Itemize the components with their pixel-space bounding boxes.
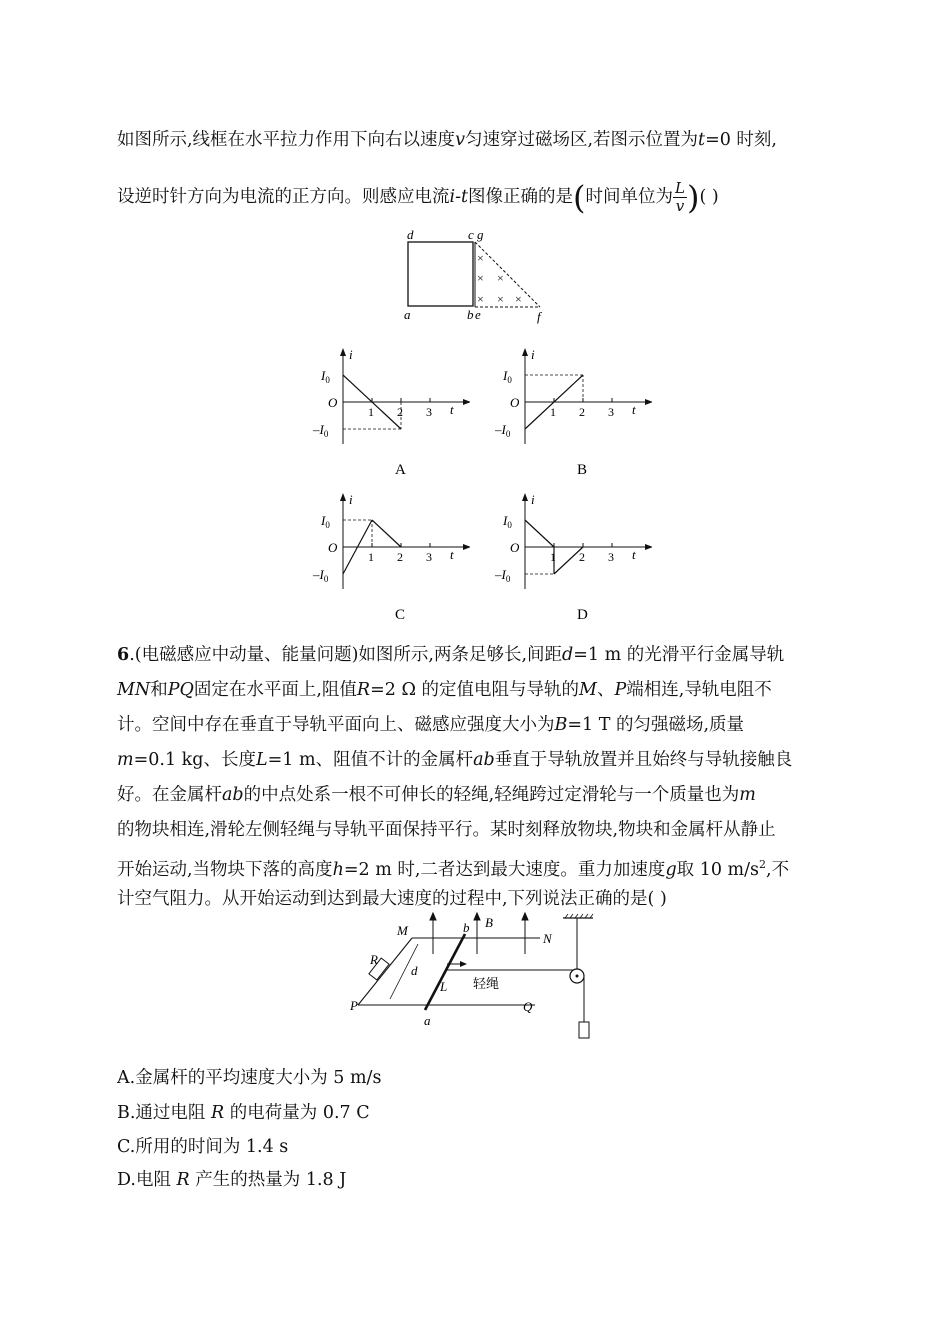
origin-label: O — [510, 540, 520, 555]
q6-text: ,不 — [766, 859, 790, 880]
i-axis-arrow — [340, 493, 346, 501]
cross-mark: × — [497, 271, 504, 285]
var-P: P — [614, 680, 627, 700]
var-d: d — [562, 645, 574, 665]
var-h: h — [332, 859, 344, 880]
label-c: c — [468, 227, 474, 242]
label-b: b — [467, 307, 474, 322]
q6-line-3 — [117, 713, 744, 737]
tick-label: 1 — [368, 550, 374, 564]
tick-label: 1 — [550, 405, 556, 419]
option-label: D — [577, 607, 588, 623]
choice-text: 的电荷量为 0.7 C — [224, 1103, 370, 1123]
q6-line-6 — [117, 818, 776, 842]
tick-label-negI0: $-I_0$ — [313, 422, 329, 439]
label-g: g — [477, 227, 484, 242]
var-ab: ab — [222, 785, 244, 805]
option-label: B — [577, 462, 588, 478]
label-b: b — [463, 920, 470, 935]
choice-text: C.所用的时间为 1.4 s — [117, 1137, 289, 1157]
q6-text: 开始运动,当物块下落的高度 — [117, 859, 333, 880]
i-axis-arrow — [522, 348, 528, 356]
q6-text: 好。在金属杆 — [117, 785, 222, 805]
var-B: B — [554, 715, 568, 735]
subscript-0: 0 — [507, 520, 512, 530]
subscript-0: 0 — [325, 520, 330, 530]
paren-open: ( — [573, 178, 586, 217]
choice-text: B.通过电阻 — [117, 1103, 211, 1123]
q6-line-7 — [117, 853, 789, 882]
origin-label: O — [328, 395, 338, 410]
q6-line-5 — [117, 783, 756, 807]
q5-text: 匀速穿过磁场区,若图示位置为 — [464, 130, 699, 150]
label-Q: Q — [523, 999, 533, 1014]
label-e: e — [475, 307, 481, 322]
q6-text: 端相连,导轨电阻不 — [626, 680, 772, 700]
tick-label: 2 — [579, 550, 585, 564]
label-R: R — [370, 952, 378, 967]
t-axis-arrow — [463, 544, 470, 550]
q6-text: 的物块相连,滑轮左侧轻绳与导轨平面保持平行。某时刻释放物块,物块和金属杆从静止 — [117, 820, 776, 840]
tick-label: 3 — [608, 405, 614, 419]
subscript-0: 0 — [323, 574, 329, 584]
graph-option-b — [492, 342, 652, 482]
label-N: N — [543, 931, 552, 946]
q6-text: 计。空间中存在垂直于导轨平面向上、磁感应强度大小为 — [117, 715, 555, 735]
cross-mark: × — [477, 292, 484, 306]
label-a: a — [404, 307, 411, 322]
var-R: R — [356, 680, 371, 700]
choice-a[interactable] — [117, 1066, 381, 1090]
tick-label: 2 — [397, 405, 403, 419]
axis-label-i: i — [349, 347, 353, 362]
choice-var: R — [176, 1170, 190, 1190]
q6-text: (电磁感应中动量、能量问题)如图所示,两条足够长,间距 — [134, 645, 563, 665]
tick-label: 3 — [608, 550, 614, 564]
q5-text: 图像正确的是 — [468, 187, 574, 207]
current-curve-segment — [372, 520, 401, 547]
subscript-0: 0 — [325, 375, 330, 385]
tick-label-I0: $I_0$ — [503, 368, 512, 385]
tick-label-I0: $I_0$ — [321, 513, 330, 530]
fraction-L-over-v — [673, 180, 687, 215]
label-B: B — [485, 915, 493, 930]
axis-label-i: i — [349, 492, 353, 507]
label-d: d — [411, 963, 418, 978]
tick-label-negI0: $-I_0$ — [495, 422, 511, 439]
axis-label-t: t — [450, 402, 454, 417]
current-curve-segment — [525, 520, 554, 547]
var-m: m — [117, 750, 134, 770]
superscript-2: 2 — [759, 858, 767, 871]
var-it: i-t — [449, 187, 469, 207]
q6-text: 计空气阻力。从开始运动到达到最大速度的过程中,下列说法正确的是( ) — [117, 889, 667, 909]
label-f: f — [537, 309, 541, 324]
label-P: P — [350, 998, 358, 1013]
subscript-0: 0 — [507, 375, 512, 385]
frac-denominator: v — [675, 197, 685, 215]
q6-text: =1 m、阻值不计的金属杆 — [267, 750, 474, 770]
axis-label-i: i — [531, 347, 535, 362]
q6-text: =0.1 kg、长度 — [133, 750, 256, 770]
axis-label-i: i — [531, 492, 535, 507]
choice-d[interactable] — [117, 1168, 346, 1192]
choice-var: R — [211, 1103, 225, 1123]
choice-text: D.电阻 — [117, 1170, 177, 1190]
question-number: 6 — [117, 645, 130, 665]
choice-b[interactable] — [117, 1101, 370, 1125]
q6-line-4 — [117, 748, 792, 772]
q5-text: 如图所示,线框在水平拉力作用下向右以速度 — [117, 130, 456, 150]
q6-text: 的中点处系一根不可伸长的轻绳,轻绳跨过定滑轮与一个质量也为 — [243, 785, 740, 805]
t-axis-arrow — [645, 399, 652, 405]
label-rope: 轻绳 — [473, 976, 500, 991]
axis-label-t: t — [632, 547, 636, 562]
answer-blank: ( ) — [699, 187, 719, 207]
metal-rod — [425, 934, 465, 1010]
q5-text: =0 时刻, — [705, 130, 777, 150]
tick-label: 3 — [426, 405, 432, 419]
origin-label: O — [510, 395, 520, 410]
q6-text: =1 T 的匀强磁场,质量 — [567, 715, 745, 735]
tick-label-I0: $I_0$ — [503, 513, 512, 530]
unit-text: 时间单位为 — [585, 187, 674, 207]
var-M: M — [579, 680, 597, 700]
tick-label-negI0: $-I_0$ — [313, 567, 329, 584]
var-PQ: PQ — [167, 680, 194, 700]
q6-text: =2 Ω 的定值电阻与导轨的 — [370, 680, 580, 700]
subscript-0: 0 — [323, 429, 329, 439]
label-d: d — [407, 227, 414, 242]
q5-line-1 — [117, 128, 777, 152]
frame-figure — [395, 225, 555, 325]
q6-text: 固定在水平面上,阻值 — [193, 680, 357, 700]
axis-label-t: t — [450, 547, 454, 562]
i-axis-arrow — [340, 348, 346, 356]
origin-label: O — [328, 540, 338, 555]
label-M: M — [397, 923, 408, 938]
q5-text: 设逆时针方向为电流的正方向。则感应电流 — [117, 187, 450, 207]
choice-text: A.金属杆的平均速度大小为 5 m/s — [117, 1068, 382, 1088]
tick-label: 1 — [368, 405, 374, 419]
option-label: A — [395, 462, 406, 478]
q6-text: 、 — [596, 680, 615, 700]
q6-text: =1 m 的光滑平行金属导轨 — [573, 645, 785, 665]
tick-label: 2 — [397, 550, 403, 564]
t-axis-arrow — [463, 399, 470, 405]
label-a: a — [424, 1013, 431, 1028]
cross-mark: × — [477, 271, 484, 285]
field-crosses — [477, 251, 522, 306]
tick-label: 1 — [550, 550, 556, 564]
label-L: L — [440, 979, 448, 994]
paren-close: ) — [687, 178, 700, 217]
axis-label-t: t — [632, 402, 636, 417]
tick-label-negI0: $-I_0$ — [495, 567, 511, 584]
q6-line-1: 6.(电磁感应中动量、能量问题)如图所示,两条足够长,间距d=1 m 的光滑平行金属导轨 — [117, 645, 785, 665]
choice-text: 产生的热量为 1.8 J — [189, 1170, 347, 1190]
q6-text: 取 10 m/s — [676, 859, 760, 880]
block — [579, 1022, 589, 1038]
subscript-0: 0 — [505, 574, 511, 584]
frac-numerator: L — [675, 179, 685, 197]
tick-label: 2 — [579, 405, 585, 419]
cross-mark: × — [515, 292, 522, 306]
q6-text: 和 — [150, 680, 168, 700]
magnetic-field-arrows — [430, 913, 528, 954]
t-axis-arrow — [645, 544, 652, 550]
rail-figure — [345, 912, 605, 1047]
q6-line-8 — [117, 887, 667, 911]
var-t: t — [698, 130, 706, 150]
var-g: g — [665, 859, 677, 880]
q5-line-2 — [117, 180, 719, 215]
i-axis-arrow — [522, 493, 528, 501]
cross-mark: × — [497, 292, 504, 306]
var-m: m — [739, 785, 756, 805]
var-v: v — [455, 130, 465, 150]
var-MN: MN — [117, 680, 151, 700]
cross-mark: × — [477, 251, 484, 265]
var-L: L — [255, 750, 268, 770]
graph-option-c — [310, 487, 470, 627]
tick-label: 3 — [426, 550, 432, 564]
graph-option-a — [310, 342, 470, 482]
q6-text: =2 m 时,二者达到最大速度。重力加速度 — [343, 859, 666, 880]
graph-option-d — [492, 487, 652, 627]
option-label: C — [395, 607, 406, 623]
choice-c[interactable] — [117, 1135, 288, 1159]
tick-label-I0: $I_0$ — [321, 368, 330, 385]
var-ab: ab — [473, 750, 495, 770]
subscript-0: 0 — [505, 429, 511, 439]
q6-line-2 — [117, 678, 772, 702]
q6-text: 垂直于导轨放置并且始终与导轨接触良 — [494, 750, 793, 770]
